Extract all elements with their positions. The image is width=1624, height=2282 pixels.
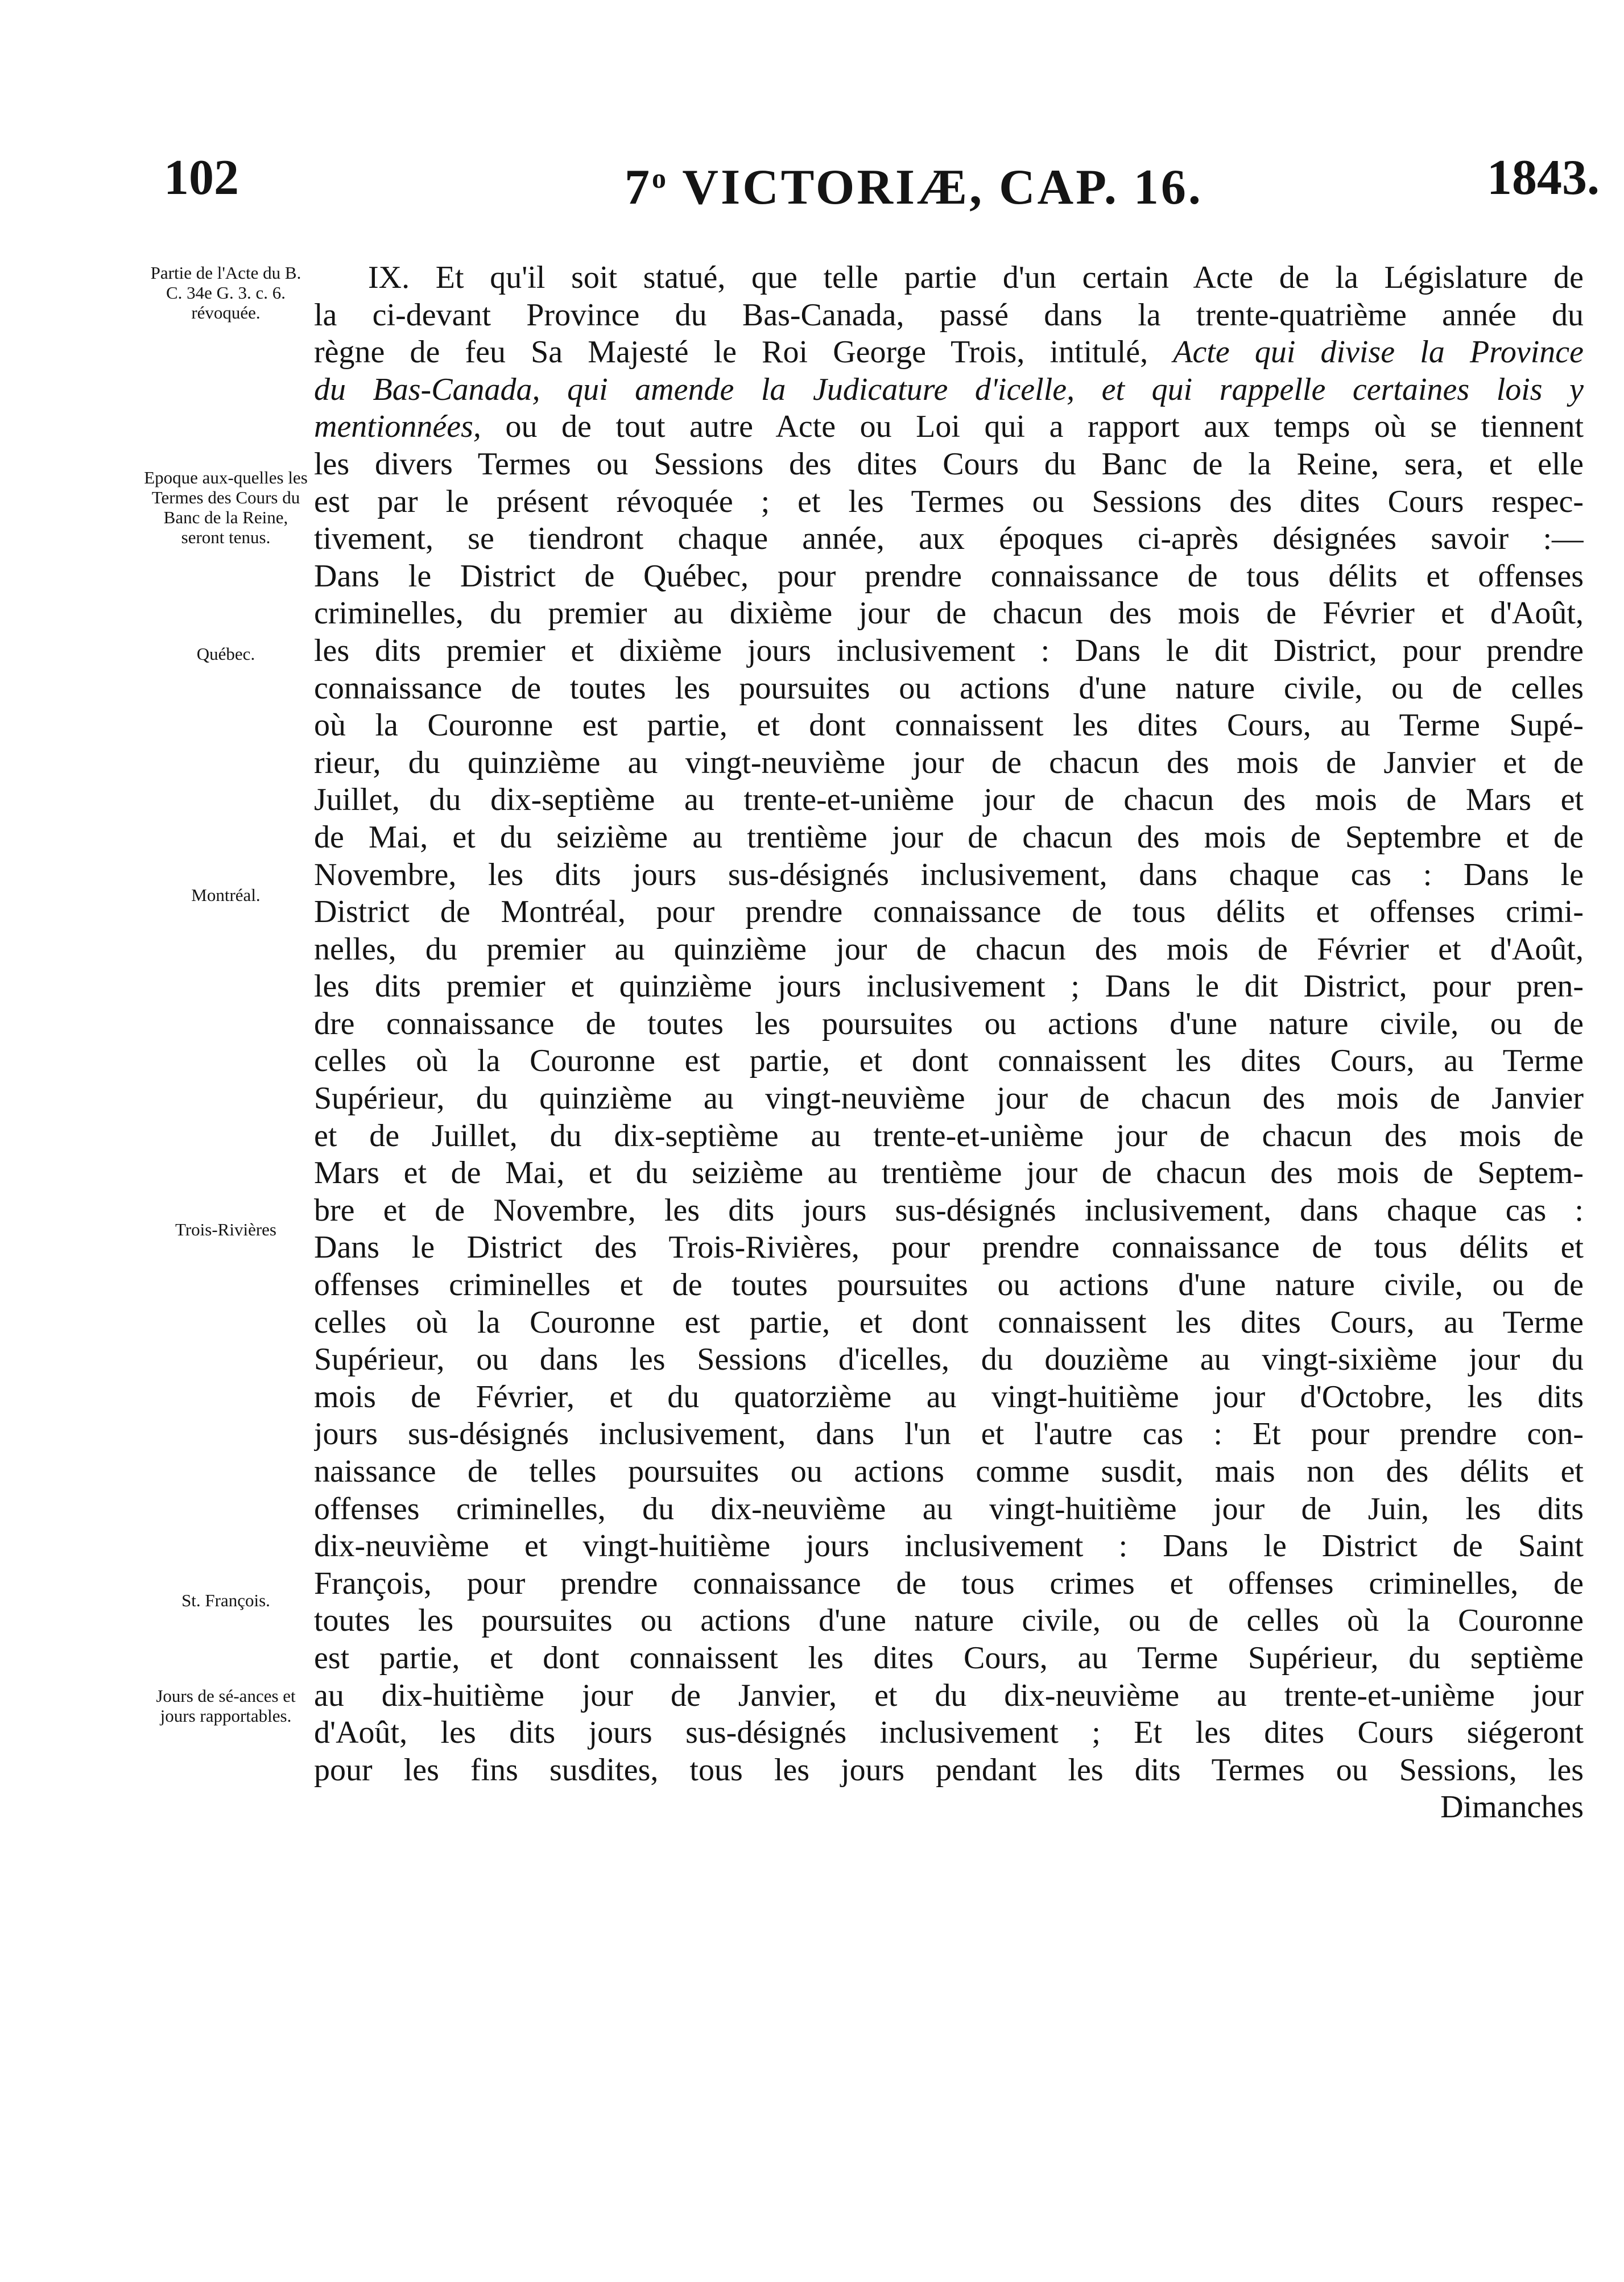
text-line: toutes les poursuites ou actions d'une nature civile, ou de celles où la Couronne (314, 1603, 1584, 1639)
text-line: pour les fins susdites, tous les jours pendant les dits Termes ou Sessions, les (314, 1752, 1584, 1788)
text-line: dre connaissance de toutes les poursuites ou actions d'une nature civile, ou de (314, 1006, 1584, 1041)
text-line: les divers Termes ou Sessions des dites Cours du Banc de la Reine, sera, et elle (314, 446, 1584, 482)
margin-note-quebec: Québec. (196, 644, 255, 664)
text-line: au dix-huitième jour de Janvier, et du dix-neuvième au trente-et-unième jour (314, 1677, 1584, 1713)
margin-note-trois-rivieres: Trois-Rivières (175, 1219, 276, 1239)
margin-note-montreal: Montréal. (191, 885, 261, 905)
text-line: d'Août, les dits jours sus-désignés inclusivement ; Et les dites Cours siégeront (314, 1715, 1584, 1751)
text-line: est par le présent révoquée ; et les Termes ou Sessions des dites Cours respec- (314, 483, 1584, 519)
text-line: nelles, du premier au quinzième jour de chacun des mois de Février et d'Août, (314, 931, 1584, 967)
text-line: jours sus-désignés inclusivement, dans l'un et l'autre cas : Et pour prendre con- (314, 1416, 1584, 1452)
text-line: IX. Et qu'il soit statué, que telle partie d'un certain Acte de la Législature de (368, 260, 1584, 295)
text-line: les dits premier et dixième jours inclusivement : Dans le dit District, pour prendre (314, 632, 1584, 668)
catchword: Dimanches (1440, 1789, 1584, 1825)
text-line (314, 408, 1584, 446)
text-span: règne de feu Sa Majesté le Roi George Trois, intitulé, (314, 334, 1148, 370)
text-line: Supérieur, du quinzième au vingt-neuvième jour de chacun des mois de Janvier (314, 1081, 1584, 1117)
year: 1843. (1487, 150, 1600, 205)
title-prefix: 7 (625, 160, 652, 215)
text-line: Dans le District de Québec, pour prendre connaissance de tous délits et offenses (314, 558, 1584, 594)
margin-note-st-francois: St. François. (181, 1590, 270, 1610)
title-ordinal: o (652, 162, 668, 194)
text-line: de Mai, et du seizième au trentième jour de chacun des mois de Septembre et de (314, 819, 1584, 855)
text-line: connaissance de toutes les poursuites ou actions d'une nature civile, ou de celles (314, 670, 1584, 706)
text-line: Juillet, du dix-septième au trente-et-unième jour de chacun des mois de Mars et (314, 782, 1584, 818)
text-line: offenses criminelles et de toutes poursuites ou actions d'une nature civile, ou de (314, 1267, 1584, 1303)
title-main: VICTORIÆ, CAP. 16. (682, 160, 1203, 215)
text-line: mois de Février, et du quatorzième au vingt-huitième jour d'Octobre, les dits (314, 1379, 1584, 1415)
text-line: naissance de telles poursuites ou actions comme susdit, mais non des délits et (314, 1454, 1584, 1489)
text-line: celles où la Couronne est partie, et dont connaissent les dites Cours, au Terme (314, 1043, 1584, 1079)
text-span: ou de tout autre Acte ou Loi qui a rapport aux temps où se tiennent (505, 409, 1584, 445)
text-line: où la Couronne est partie, et dont connaissent les dites Cours, au Terme Supé- (314, 708, 1584, 743)
act-title-italic: Acte qui divise la Province (1173, 334, 1584, 370)
text-line: est partie, et dont connaissent les dites Cours, au Terme Supérieur, du septième (314, 1640, 1584, 1676)
running-header (164, 147, 1600, 215)
page-number: 102 (164, 150, 239, 205)
text-line: Dans le District des Trois-Rivières, pour prendre connaissance de tous délits et (314, 1230, 1584, 1266)
section-ix-text (314, 259, 1584, 1826)
margin-note-partie: Partie de l'Acte du B. C. 34e G. 3. c. 6. révoquée. (150, 263, 301, 323)
margin-note-jours: Jours de sé-ances et jours rapportables. (156, 1686, 296, 1726)
text-line: Mars et de Mai, et du seizième au trentième jour de chacun des mois de Septem- (314, 1155, 1584, 1191)
text-line: District de Montréal, pour prendre connaissance de tous délits et offenses crimi- (314, 894, 1584, 930)
text-line: François, pour prendre connaissance de tous crimes et offenses criminelles, de (314, 1565, 1584, 1601)
text-line: Novembre, les dits jours sus-désignés inclusivement, dans chaque cas : Dans le (314, 857, 1584, 892)
text-line: les dits premier et quinzième jours inclusivement ; Dans le dit District, pour pren- (314, 969, 1584, 1004)
text-line (314, 334, 1584, 371)
text-line: celles où la Couronne est partie, et dont connaissent les dites Cours, au Terme (314, 1304, 1584, 1340)
act-title-italic: mentionnées, (314, 409, 481, 445)
act-title-italic: du Bas-Canada, qui amende la Judicature d'icelle, et qui rappelle certaines lois y (314, 371, 1584, 407)
text-line: rieur, du quinzième au vingt-neuvième jour de chacun des mois de Janvier et de (314, 745, 1584, 780)
running-title (625, 147, 1203, 219)
text-line: la ci-devant Province du Bas-Canada, passé dans la trente-quatrième année du (314, 297, 1584, 333)
text-line: et de Juillet, du dix-septième au trente-et-unième jour de chacun des mois de (314, 1118, 1584, 1154)
margin-note-epoque: Epoque aux-quelles les Termes des Cours du Banc de la Reine, seront tenus. (144, 468, 308, 547)
text-line: Supérieur, ou dans les Sessions d'icelles, du douzième au vingt-sixième jour du (314, 1342, 1584, 1378)
text-line: dix-neuvième et vingt-huitième jours inclusivement : Dans le District de Saint (314, 1528, 1584, 1564)
text-line: criminelles, du premier au dixième jour de chacun des mois de Février et d'Août, (314, 596, 1584, 631)
text-line: bre et de Novembre, les dits jours sus-désignés inclusivement, dans chaque cas : (314, 1192, 1584, 1228)
text-line: offenses criminelles, du dix-neuvième au vingt-huitième jour de Juin, les dits (314, 1491, 1584, 1527)
text-line: tivement, se tiendront chaque année, aux époques ci-après désignées savoir :— (314, 521, 1584, 557)
text-line (314, 371, 1584, 409)
